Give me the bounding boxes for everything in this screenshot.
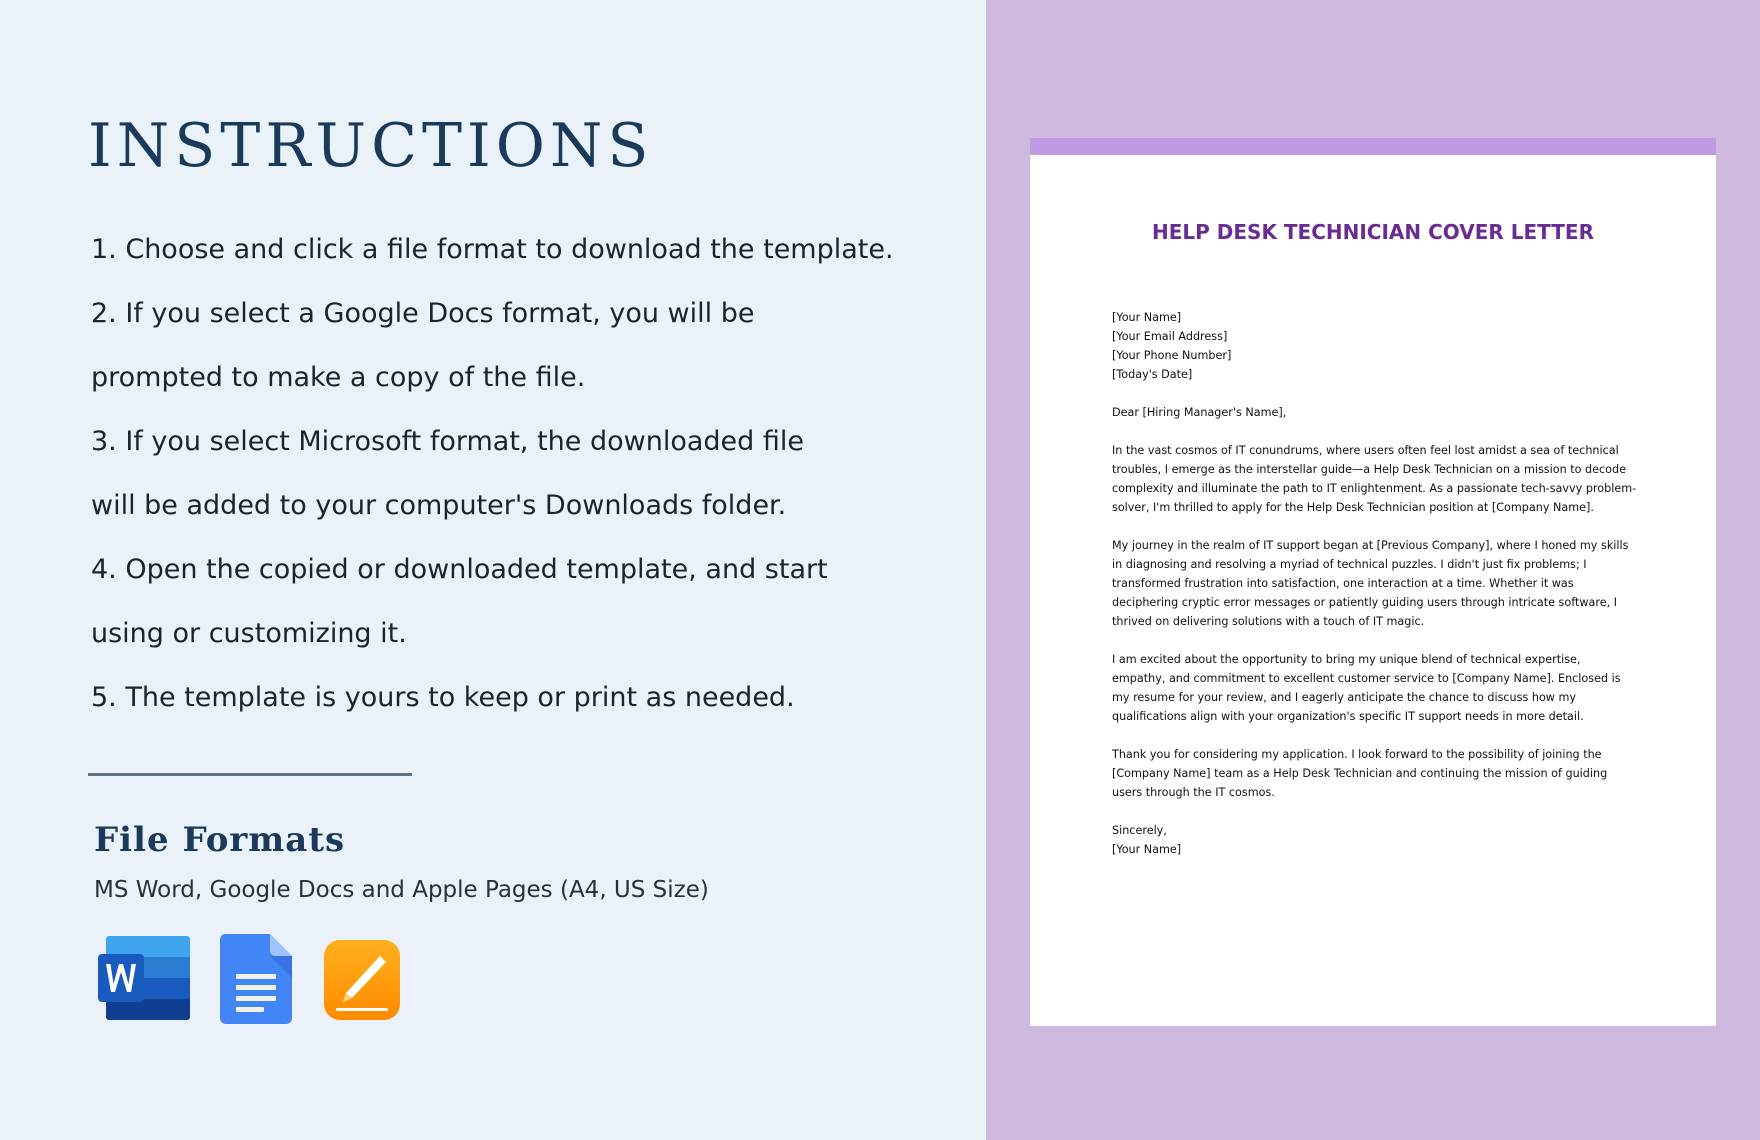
instruction-line: 4. Open the copied or downloaded template, and start: [91, 554, 828, 585]
sender-line: [Your Email Address]: [1112, 330, 1228, 343]
paragraph-line: troubles, I emerge as the interstellar guide—a Help Desk Technician on a mission to decode: [1112, 463, 1626, 476]
paragraph-line: users through the IT cosmos.: [1112, 786, 1275, 799]
instructions-title: INSTRUCTIONS: [88, 111, 654, 181]
paragraph-line: transformed frustration into satisfaction, one interaction at a time. Whether it was: [1112, 577, 1574, 590]
word-icon[interactable]: [96, 934, 192, 1022]
paragraph-line: qualifications align with your organization's specific IT support needs in more detail.: [1112, 710, 1584, 723]
instruction-line: will be added to your computer's Downloads folder.: [91, 490, 787, 521]
salutation: [1112, 403, 1672, 422]
instruction-line: 5. The template is yours to keep or print as needed.: [91, 682, 795, 713]
closing: [1112, 821, 1672, 859]
paragraph-4: [1112, 745, 1672, 802]
document-accent-bar: [1030, 138, 1716, 155]
section-divider: [88, 773, 412, 776]
sender-line: [Today's Date]: [1112, 368, 1193, 381]
apple-pages-icon[interactable]: [322, 938, 402, 1024]
paragraph-2: [1112, 536, 1672, 631]
paragraph-3: [1112, 650, 1672, 726]
paragraph-line: in diagnosing and resolving a myriad of technical puzzles. I didn't just fix problems; I: [1112, 558, 1587, 571]
paragraph-line: my resume for your review, and I eagerly anticipate the chance to discuss how my: [1112, 691, 1577, 704]
document-title: HELP DESK TECHNICIAN COVER LETTER: [1152, 220, 1594, 244]
paragraph-line: [Company Name] team as a Help Desk Technician and continuing the mission of guiding: [1112, 767, 1608, 780]
instruction-line: 1. Choose and click a file format to download the template.: [91, 234, 894, 265]
instruction-list: [91, 218, 971, 730]
paragraph-line: empathy, and commitment to excellent customer service to [Company Name]. Enclosed is: [1112, 672, 1621, 685]
sender-line: [Your Name]: [1112, 311, 1182, 324]
paragraph-line: complexity and illuminate the path to IT enlightenment. As a passionate tech-savvy problem-: [1112, 482, 1637, 495]
document-body: [1112, 308, 1672, 878]
instruction-line: prompted to make a copy of the file.: [91, 362, 586, 393]
document-preview: [1030, 138, 1716, 1026]
paragraph-line: thrived on delivering solutions with a touch of IT magic.: [1112, 615, 1425, 628]
instruction-line: 3. If you select Microsoft format, the downloaded file: [91, 426, 804, 457]
instruction-line: using or customizing it.: [91, 618, 407, 649]
paragraph-line: deciphering cryptic error messages or patiently guiding users through intricate software, I: [1112, 596, 1617, 609]
paragraph-line: solver, I'm thrilled to apply for the Help Desk Technician position at [Company Name].: [1112, 501, 1594, 514]
paragraph-line: My journey in the realm of IT support began at [Previous Company], where I honed my skills: [1112, 539, 1629, 552]
salutation-line: Dear [Hiring Manager's Name],: [1112, 406, 1287, 419]
file-formats-description: MS Word, Google Docs and Apple Pages (A4, US Size): [94, 877, 709, 903]
file-formats-heading: File Formats: [94, 820, 346, 860]
sender-line: [Your Phone Number]: [1112, 349, 1232, 362]
signature-line: [Your Name]: [1112, 843, 1182, 856]
paragraph-line: I am excited about the opportunity to bring my unique blend of technical expertise,: [1112, 653, 1581, 666]
google-docs-icon[interactable]: [220, 934, 292, 1024]
sender-info: [1112, 308, 1672, 384]
paragraph-line: In the vast cosmos of IT conundrums, where users often feel lost amidst a sea of technical: [1112, 444, 1619, 457]
paragraph-1: [1112, 441, 1672, 517]
instruction-line: 2. If you select a Google Docs format, you will be: [91, 298, 755, 329]
paragraph-line: Thank you for considering my application. I look forward to the possibility of joining the: [1112, 748, 1602, 761]
closing-line: Sincerely,: [1112, 824, 1167, 837]
